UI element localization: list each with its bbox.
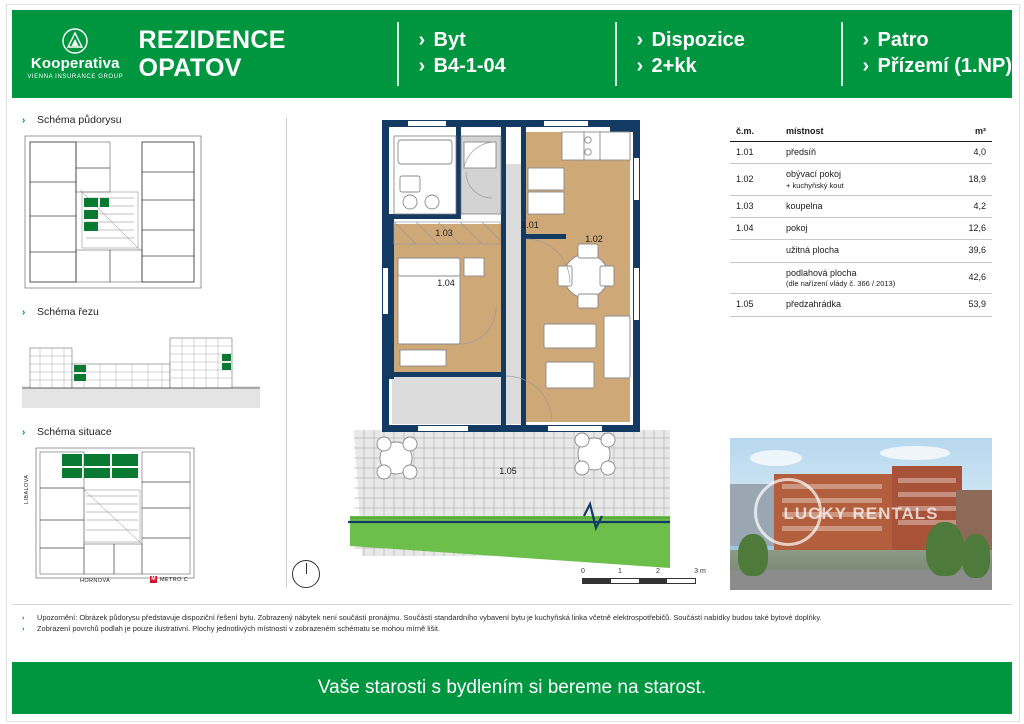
svg-text:1.02: 1.02 <box>585 234 603 244</box>
svg-text:1.05: 1.05 <box>499 466 517 476</box>
row-area: 4,2 <box>940 195 992 217</box>
svg-text:1.03: 1.03 <box>435 228 453 238</box>
photo-window-band <box>898 492 956 497</box>
chevron-right-icon: › <box>636 55 644 77</box>
table-row <box>730 142 992 164</box>
schema-floor-thumbnail[interactable] <box>22 132 204 292</box>
header-floor-label-row <box>863 28 1012 54</box>
row-number: 1.04 <box>730 218 780 240</box>
photo-tree <box>738 534 768 576</box>
schema-sidebar <box>22 114 272 596</box>
schema-floor-title-row <box>22 114 272 126</box>
row-room-subname: + kuchyňský kout <box>786 180 844 190</box>
table-header-number: č.m. <box>730 122 780 142</box>
brand-logo <box>12 10 139 98</box>
row-room-name: koupelna <box>786 200 823 211</box>
table-row <box>730 294 992 316</box>
svg-text:1.01: 1.01 <box>521 220 539 230</box>
header-unit-value: B4-1-04 <box>433 55 506 77</box>
metro-badge-icon: M <box>151 576 156 582</box>
table-row <box>730 195 992 217</box>
header-unit-block <box>397 10 615 98</box>
content-divider <box>286 118 287 588</box>
apartment-floorplan[interactable] <box>348 118 700 580</box>
building-exterior-photo[interactable] <box>730 438 992 590</box>
row-number <box>730 262 780 294</box>
row-area: 12,6 <box>940 218 992 240</box>
row-area: 39,6 <box>940 240 992 262</box>
room-area-table <box>730 122 992 317</box>
disclaimer-line-2-row <box>22 623 990 634</box>
chevron-right-icon: › <box>22 115 26 126</box>
photo-tree <box>962 534 990 578</box>
disclaimer-line-1-row <box>22 612 990 623</box>
schema-site-thumbnail[interactable] <box>22 444 204 596</box>
brand-name: Kooperativa <box>30 55 120 72</box>
chevron-right-icon: › <box>22 613 25 622</box>
footer-bar <box>12 662 1012 714</box>
row-room-name: pokoj <box>786 223 808 234</box>
chevron-right-icon: › <box>862 29 870 52</box>
row-area: 53,9 <box>940 294 992 316</box>
schema-section-drawing <box>22 324 260 412</box>
schema-section-thumbnail[interactable] <box>22 324 260 412</box>
schema-section-title-row <box>22 306 272 318</box>
photo-window-band <box>898 506 956 511</box>
header-unit-value-row <box>419 54 615 80</box>
footer-slogan: Vaše starosti s bydlením si bereme na starost. <box>317 677 707 698</box>
chevron-right-icon: › <box>22 427 26 438</box>
header-floor-value-row <box>863 54 1012 80</box>
scale-bar-track <box>582 578 696 584</box>
header-floor-block <box>841 10 1012 98</box>
header-unit-label-row <box>419 28 615 54</box>
header-unit-label: Byt <box>433 29 466 52</box>
schema-site-title-row <box>22 426 272 438</box>
header-layout-block <box>615 10 841 98</box>
scale-bar <box>578 568 720 590</box>
scale-bar-segment <box>639 579 667 583</box>
schema-site-title: Schéma situace <box>37 426 112 438</box>
schema-site-drawing <box>22 444 204 584</box>
row-room-name: podlahová plocha <box>786 267 857 278</box>
row-number <box>730 240 780 262</box>
header-layout-value-row <box>637 54 841 80</box>
chevron-right-icon: › <box>22 624 25 634</box>
scale-tick-3: 3 m <box>694 568 706 575</box>
chevron-right-icon: › <box>862 55 870 77</box>
row-area: 18,9 <box>940 164 992 196</box>
schema-floor-title: Schéma půdorysu <box>37 114 122 126</box>
photo-cloud <box>880 446 950 460</box>
schema-floor-drawing <box>22 132 204 292</box>
site-street-left-label: LIBALOVA <box>24 474 30 504</box>
header-floor-label: Patro <box>877 29 929 52</box>
photo-watermark: LUCKY RENTALS <box>783 504 939 523</box>
photo-cloud <box>750 450 802 466</box>
disclaimer-line-1: Upozornění: Obrázek půdorysu představuje dispoziční řešení bytu. Zobrazený nábytek není součástí pronájmu. Součástí standardního vybavení bytu je kuchyňská linka včetně elektrospotřebičů. Součástí nabídky budou také bytové doplňky. <box>37 613 822 622</box>
row-number: 1.02 <box>730 164 780 196</box>
table-row-total-usable <box>730 240 992 262</box>
header-floor-value: Přízemí (1.NP) <box>877 55 1012 77</box>
row-number: 1.03 <box>730 195 780 217</box>
header-layout-label: Dispozice <box>651 29 745 52</box>
notes-divider <box>12 604 1012 605</box>
row-room-name: obývací pokoj <box>786 169 842 180</box>
north-arrow-icon <box>292 560 320 588</box>
chevron-right-icon: › <box>418 29 426 52</box>
disclaimer-line-2: Zobrazení povrchů podlah je pouze ilustrativní. Plochy jednotlivých místností v zobrazeném schématu se mohou mírně lišit. <box>37 624 440 634</box>
site-street-bottom-label: HORNOVA <box>80 578 111 584</box>
row-number: 1.01 <box>730 142 780 164</box>
chevron-right-icon: › <box>418 55 426 77</box>
scale-tick-0: 0 <box>581 568 585 575</box>
floorplan-drawing <box>348 118 700 580</box>
table-header-row <box>730 122 992 142</box>
project-title-line1: REZIDENCE <box>138 26 286 54</box>
photo-window-band <box>898 478 956 483</box>
triangle-logo-icon <box>62 28 88 54</box>
site-metro-label: METRO C <box>160 577 189 583</box>
row-room-name: předzahrádka <box>786 299 842 310</box>
scale-tick-2: 2 <box>656 568 660 575</box>
disclaimer-notes <box>22 612 990 635</box>
table-row-total-floor <box>730 262 992 294</box>
header-layout-value: 2+kk <box>651 55 697 77</box>
row-number: 1.05 <box>730 294 780 316</box>
scale-bar-segment <box>583 579 611 583</box>
row-area: 42,6 <box>940 262 992 294</box>
table-row <box>730 164 992 196</box>
project-title-line2: OPATOV <box>138 54 242 82</box>
brand-subtitle: VIENNA INSURANCE GROUP <box>27 74 124 80</box>
project-title <box>139 10 397 98</box>
row-room-name: předsíň <box>786 147 817 157</box>
chevron-right-icon: › <box>22 307 26 318</box>
row-room-subname: (dle nařízení vlády č. 366 / 2013) <box>786 278 896 288</box>
row-room-name: užitná plocha <box>786 245 840 256</box>
header-layout-label-row <box>637 28 841 54</box>
header-bar <box>12 10 1012 98</box>
scale-tick-1: 1 <box>618 568 622 575</box>
table-header-area: m² <box>940 122 992 142</box>
photo-tree <box>926 522 964 576</box>
schema-section-title: Schéma řezu <box>37 306 99 318</box>
table-row <box>730 218 992 240</box>
svg-text:1.04: 1.04 <box>437 278 455 288</box>
watermark-ring-icon <box>754 478 822 546</box>
chevron-right-icon: › <box>636 29 644 52</box>
row-area: 4,0 <box>940 142 992 164</box>
table-header-room: místnost <box>780 122 940 142</box>
